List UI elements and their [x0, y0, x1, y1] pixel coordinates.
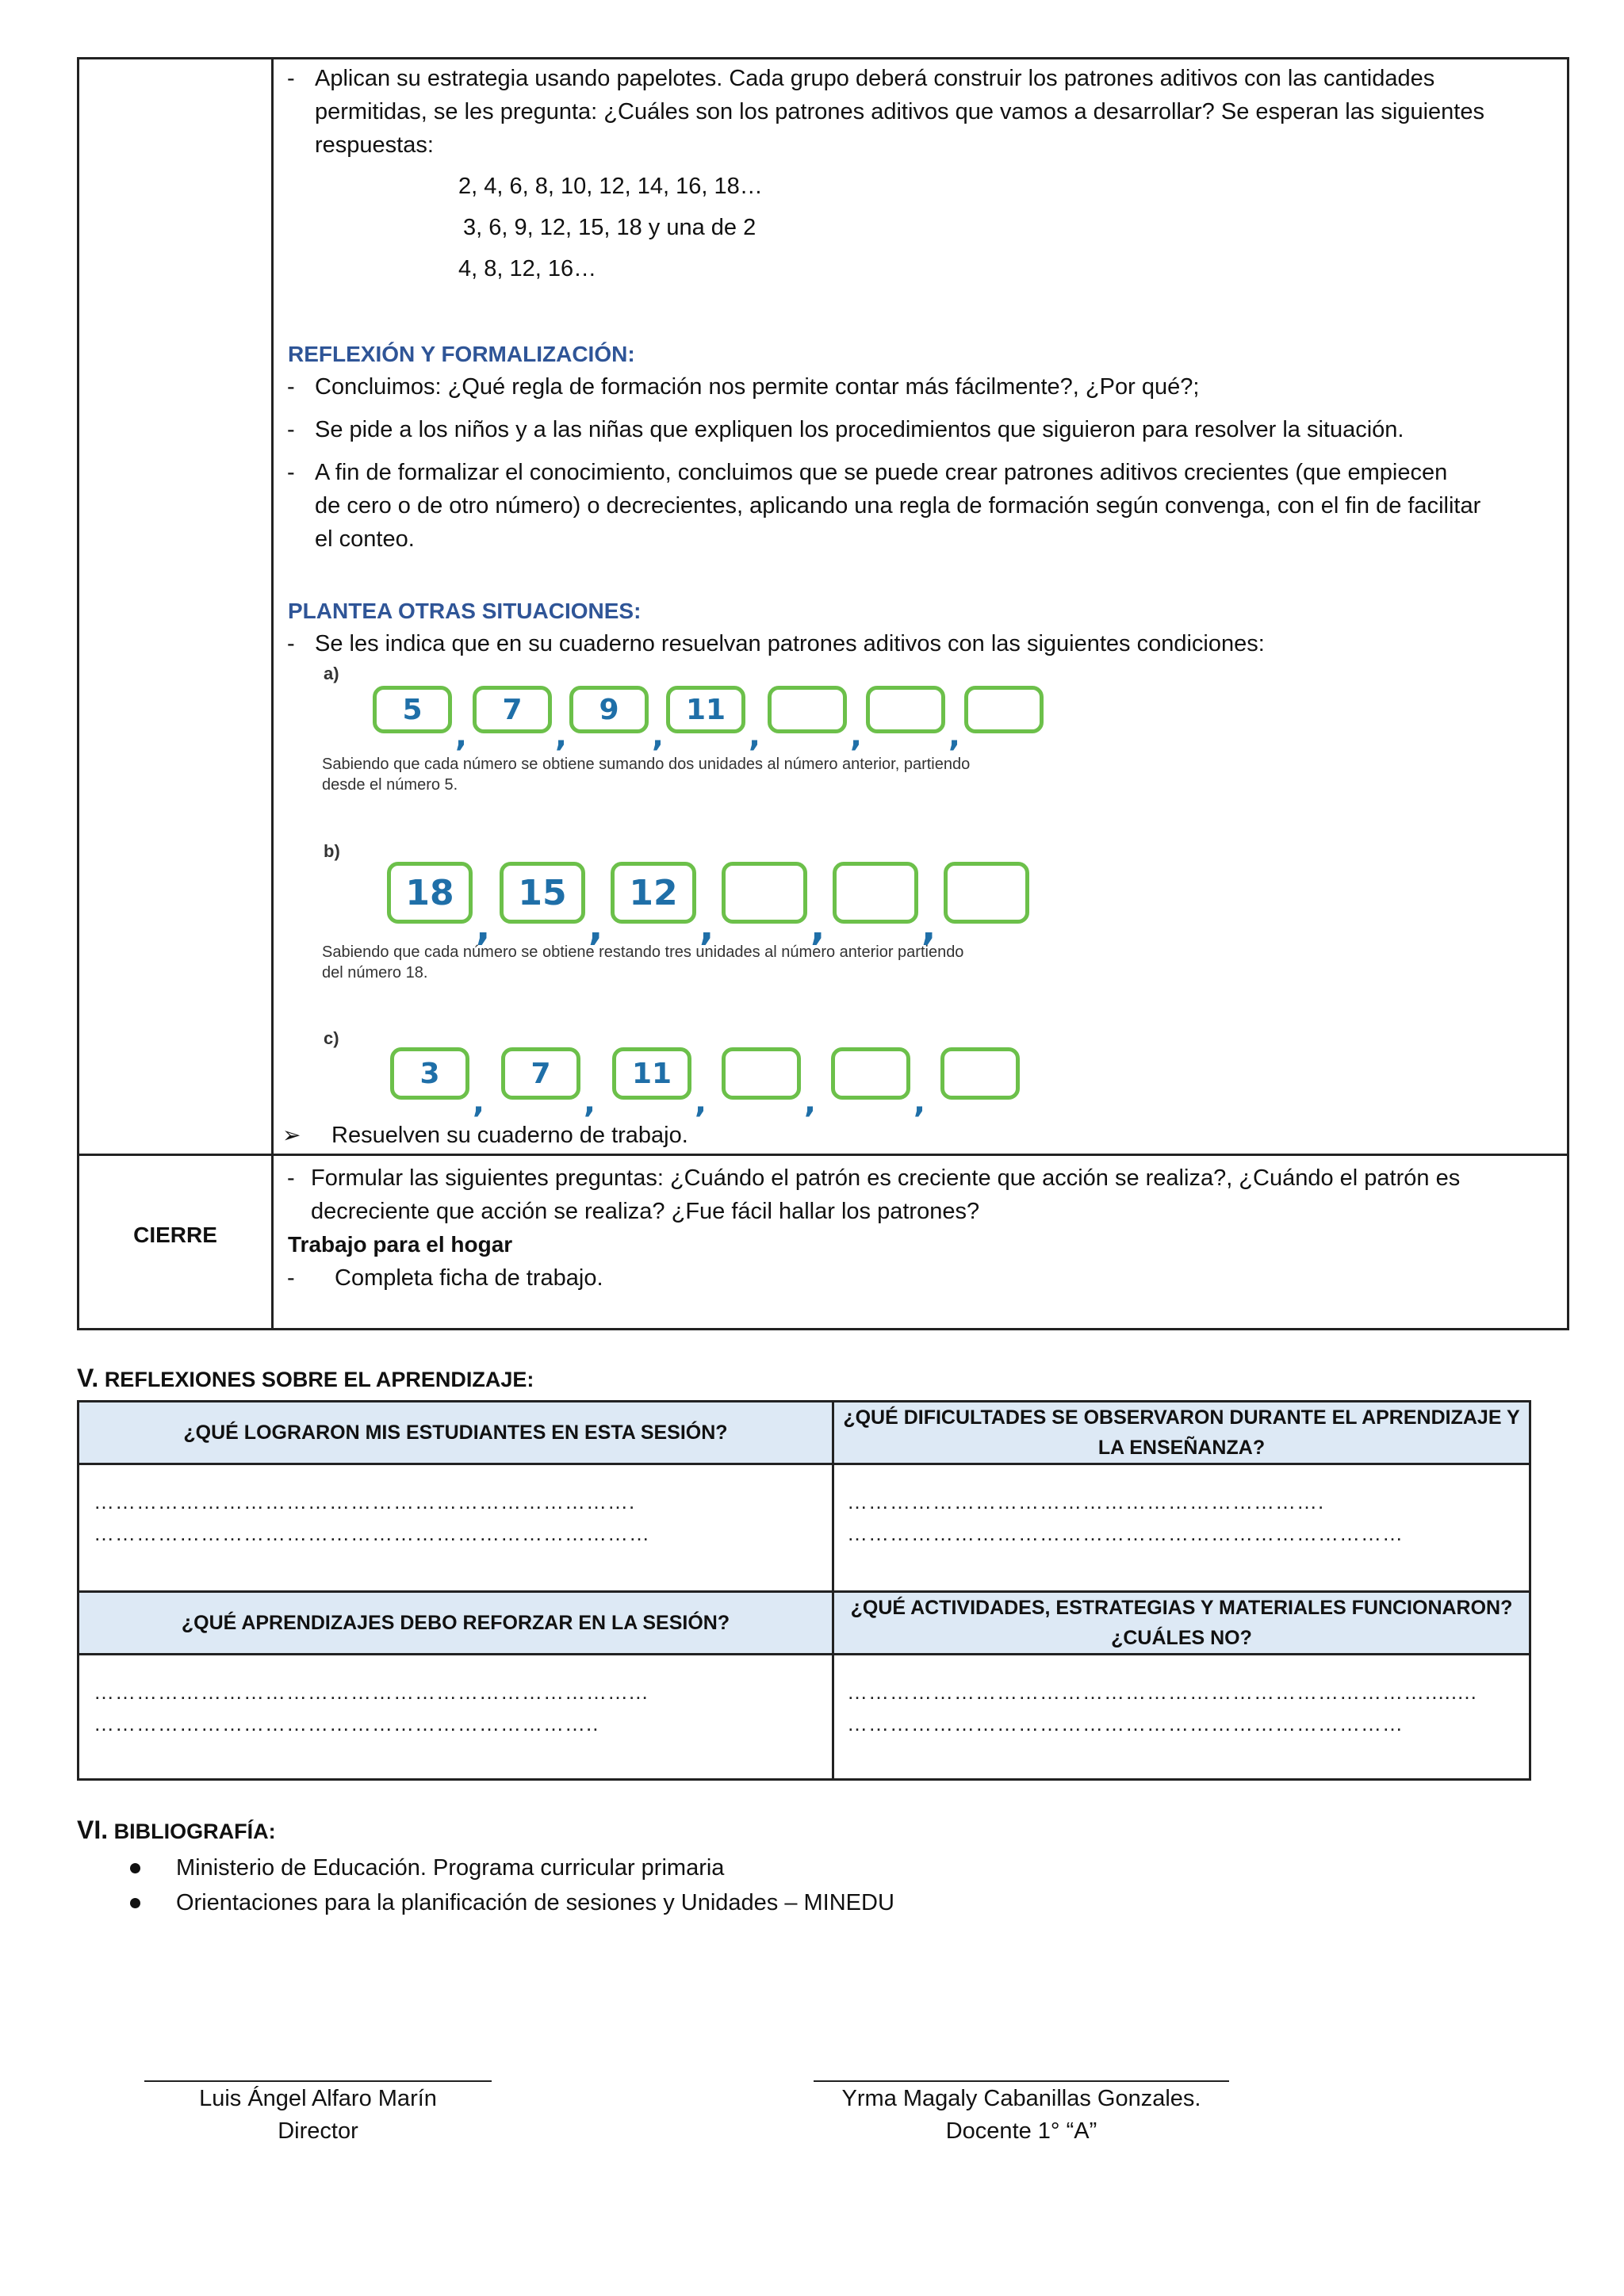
signature-line-left — [144, 2080, 492, 2082]
row-divider — [79, 1463, 1529, 1465]
reflection-table — [77, 1400, 1531, 1781]
homework-title: Trabajo para el hogar — [288, 1232, 513, 1257]
number-box: 12 — [611, 862, 696, 924]
list-dash: - — [287, 417, 295, 442]
number-box: 5 — [373, 686, 452, 733]
column-divider — [271, 59, 274, 1328]
reflexion-item-2: Se pide a los niños y a las niñas que expliquen los procedimientos que siguieron para resolver la situación. — [315, 417, 1404, 442]
development-line-1: Aplican su estrategia usando papelotes. Cada grupo deberá construir los patrones aditivos con las cantidades — [315, 66, 1435, 91]
sequence-comma: , — [810, 904, 825, 949]
sequence-comma: , — [948, 718, 961, 755]
answer-4-line-1: ………………………………………………………………………........ — [847, 1680, 1477, 1704]
row-divider — [79, 1653, 1529, 1655]
empty-number-box — [940, 1047, 1020, 1100]
empty-number-box — [866, 686, 945, 733]
plantea-final: Resuelven su cuaderno de trabajo. — [331, 1123, 688, 1148]
answer-3: 4, 8, 12, 16… — [458, 256, 597, 281]
section-5-heading: REFLEXIONES SOBRE EL APRENDIZAJE: — [104, 1368, 534, 1391]
exercise-a-caption-1: Sabiendo que cada número se obtiene sumando dos unidades al número anterior, partiendo — [322, 756, 971, 773]
exercise-c-label: c) — [324, 1028, 339, 1048]
section-5-number: V. — [77, 1364, 99, 1392]
empty-number-box — [722, 1047, 801, 1100]
signature-left-role: Director — [278, 2118, 358, 2144]
cierre-item-line-2: decreciente que acción se realiza? ¿Fue fácil hallar los patrones? — [311, 1199, 980, 1224]
cierre-label: CIERRE — [133, 1223, 217, 1247]
sequence-comma: , — [455, 718, 468, 755]
empty-number-box — [831, 1047, 910, 1100]
question-3-header: ¿QUÉ APRENDIZAJES DEBO REFORZAR EN LA SESIÓN? — [79, 1593, 832, 1653]
section-6-title — [77, 1816, 276, 1845]
exercise-a-label: a) — [324, 664, 339, 683]
answer-1: 2, 4, 6, 8, 10, 12, 14, 16, 18… — [458, 174, 763, 199]
question-4-header: ¿QUÉ ACTIVIDADES, ESTRATEGIAS Y MATERIALES FUNCIONARON? ¿CUÁLES NO? — [834, 1593, 1529, 1653]
sequence-comma: , — [473, 1084, 485, 1121]
signature-right-role: Docente 1° “A” — [945, 2118, 1097, 2144]
development-line-2: permitidas, se les pregunta: ¿Cuáles son los patrones aditivos que vamos a desarrollar? Se esperan las siguientes — [315, 99, 1484, 124]
question-1-header: ¿QUÉ LOGRARON MIS ESTUDIANTES EN ESTA SESIÓN? — [79, 1402, 832, 1463]
question-2-header: ¿QUÉ DIFICULTADES SE OBSERVARON DURANTE EL APRENDIZAJE Y LA ENSEÑANZA? — [834, 1402, 1529, 1463]
development-line-3: respuestas: — [315, 132, 434, 158]
sequence-comma: , — [588, 904, 603, 949]
plantea-heading: PLANTEA OTRAS SITUACIONES: — [288, 599, 642, 623]
number-box: 15 — [500, 862, 585, 924]
reflexion-heading: REFLEXIÓN Y FORMALIZACIÓN: — [288, 342, 635, 366]
list-dash: - — [287, 66, 295, 91]
empty-number-box — [768, 686, 847, 733]
reflexion-item-3-line-3: el conteo. — [315, 526, 415, 552]
sequence-comma: , — [749, 718, 761, 755]
signature-left-name: Luis Ángel Alfaro Marín — [199, 2086, 437, 2111]
answer-2: 3, 6, 9, 12, 15, 18 y una de 2 — [463, 215, 756, 240]
exercise-b-label: b) — [324, 841, 340, 861]
row-divider — [79, 1154, 1567, 1156]
empty-number-box — [722, 862, 807, 924]
list-dash: - — [287, 460, 295, 485]
list-dash: - — [287, 374, 295, 400]
signature-right-name: Yrma Magaly Cabanillas Gonzales. — [841, 2086, 1201, 2111]
arrow-bullet-icon: ➢ — [282, 1123, 301, 1147]
number-box: 11 — [612, 1047, 691, 1100]
answer-2-line-2: …………………………………………………………………… — [847, 1521, 1404, 1545]
signature-line-right — [814, 2080, 1229, 2082]
section-6-number: VI. — [77, 1816, 109, 1844]
sequence-comma: , — [476, 904, 491, 949]
sequence-comma: , — [850, 718, 863, 755]
empty-number-box — [964, 686, 1044, 733]
list-dash: - — [287, 631, 295, 656]
answer-4-line-2: …………………………………………………………………… — [847, 1712, 1404, 1735]
list-dash: - — [287, 1165, 295, 1191]
answer-1-line-1: …………………………………………………………………. — [94, 1490, 636, 1513]
bullet-icon — [130, 1898, 140, 1908]
cierre-item-line-1: Formular las siguientes preguntas: ¿Cuándo el patrón es creciente que acción se realiza?, ¿Cuándo el patrón es — [311, 1165, 1461, 1191]
section-5-title — [77, 1364, 534, 1393]
sequence-comma: , — [921, 904, 936, 949]
sequence-comma: , — [555, 718, 568, 755]
bibliography-item-1: Ministerio de Educación. Programa curricular primaria — [176, 1855, 725, 1881]
number-box: 7 — [473, 686, 552, 733]
exercise-a-caption-2: desde el número 5. — [322, 776, 458, 794]
section-6-heading: BIBLIOGRAFÍA: — [113, 1820, 276, 1843]
sequence-comma: , — [699, 904, 714, 949]
homework-item: Completa ficha de trabajo. — [335, 1265, 603, 1291]
exercise-b-caption-2: del número 18. — [322, 964, 428, 982]
sequence-comma: , — [695, 1084, 707, 1121]
answer-1-line-2: …………………………………………………………………… — [94, 1521, 650, 1545]
number-box: 7 — [501, 1047, 580, 1100]
reflexion-item-3-line-2: de cero o de otro número) o decrecientes, aplicando una regla de formación según convenga, con el fin de facilitar — [315, 493, 1481, 519]
number-box: 18 — [387, 862, 473, 924]
answer-3-line-2: …………………………………………………………….. — [94, 1712, 599, 1735]
reflexion-item-3-line-1: A fin de formalizar el conocimiento, concluimos que se puede crear patrones aditivos crecientes (que empiecen — [315, 460, 1448, 485]
empty-number-box — [944, 862, 1029, 924]
sequence-comma: , — [652, 718, 665, 755]
empty-number-box — [833, 862, 918, 924]
list-dash: - — [287, 1265, 295, 1291]
number-box: 11 — [666, 686, 745, 733]
bibliography-item-2: Orientaciones para la planificación de sesiones y Unidades – MINEDU — [176, 1890, 894, 1915]
bullet-icon — [130, 1863, 140, 1873]
row-divider — [79, 1590, 1529, 1593]
plantea-item-1: Se les indica que en su cuaderno resuelvan patrones aditivos con las siguientes condiciones: — [315, 631, 1265, 656]
exercise-b-caption-1: Sabiendo que cada número se obtiene restando tres unidades al número anterior partiendo — [322, 943, 964, 961]
sequence-comma: , — [804, 1084, 817, 1121]
answer-2-line-1: …………………………………………………………. — [847, 1490, 1325, 1513]
sequence-comma: , — [584, 1084, 596, 1121]
number-box: 9 — [569, 686, 649, 733]
number-box: 3 — [390, 1047, 469, 1100]
sequence-comma: , — [914, 1084, 926, 1121]
reflexion-item-1: Concluimos: ¿Qué regla de formación nos permite contar más fácilmente?, ¿Por qué?; — [315, 374, 1200, 400]
lesson-table — [77, 57, 1569, 1330]
answer-3-line-1: …………………………………………………………………... — [94, 1680, 649, 1704]
